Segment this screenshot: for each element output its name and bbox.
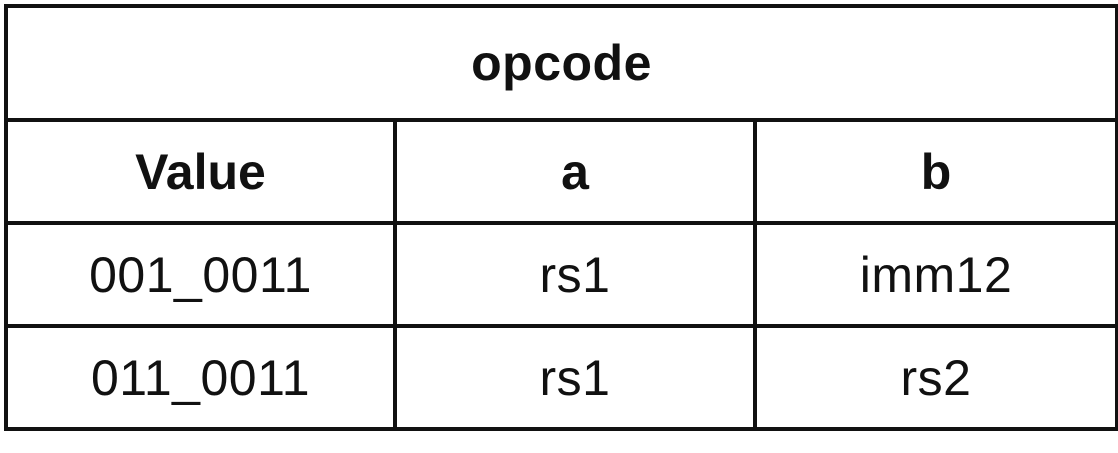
- table-title: opcode: [6, 6, 1117, 120]
- cell-a: rs1: [395, 326, 755, 429]
- table-row: [6, 223, 1117, 326]
- opcode-table: [4, 4, 1118, 431]
- table-row: [6, 326, 1117, 429]
- header-row: [6, 120, 1117, 223]
- cell-a: rs1: [395, 223, 755, 326]
- cell-b: imm12: [755, 223, 1117, 326]
- cell-value: 011_0011: [6, 326, 395, 429]
- column-header-value: Value: [6, 120, 395, 223]
- cell-b: rs2: [755, 326, 1117, 429]
- column-header-a: a: [395, 120, 755, 223]
- title-row: [6, 6, 1117, 120]
- column-header-b: b: [755, 120, 1117, 223]
- cell-value: 001_0011: [6, 223, 395, 326]
